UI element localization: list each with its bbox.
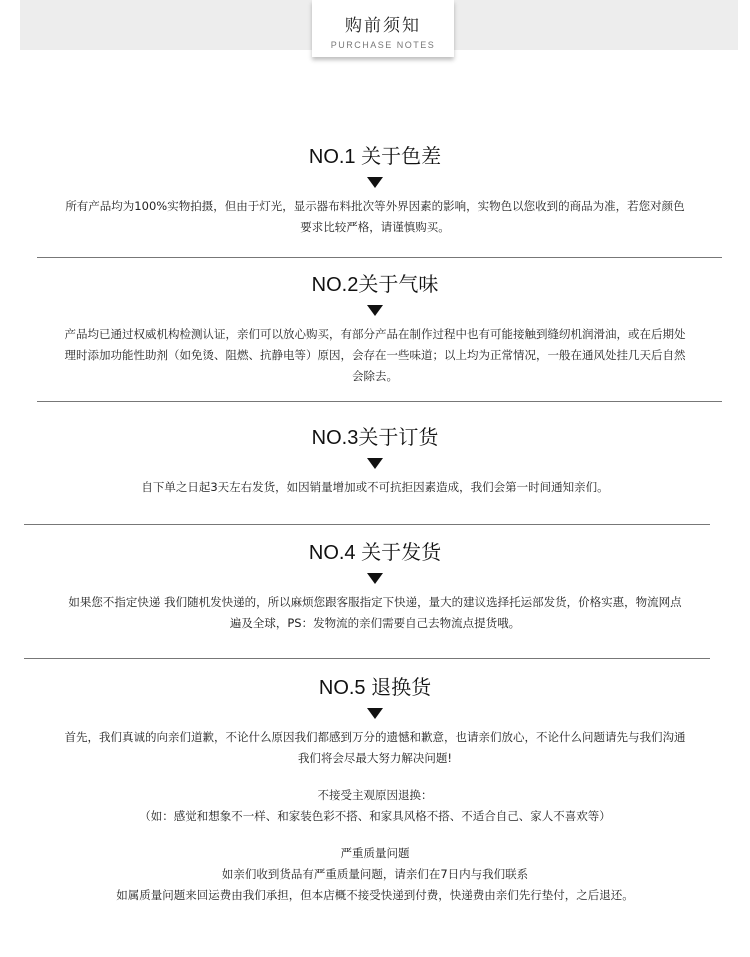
- divider: [37, 401, 722, 402]
- text-line: 遍及全球，PS：发物流的亲们需要自己去物流点提货哦。: [229, 616, 521, 630]
- section-title: NO.1 关于色差: [308, 146, 442, 168]
- section-shipping: [0, 541, 750, 634]
- text-line: 要求比较严格，请谨慎购买。: [300, 220, 450, 234]
- section-smell: [0, 273, 750, 387]
- section-title: NO.3关于订货: [311, 427, 439, 449]
- text-line: 理时添加功能性助剂（如免烫、阻燃、抗静电等）原因，会存在一些味道；以上均为正常情况，一般在通风处挂几天后自然: [64, 348, 686, 362]
- divider: [24, 524, 710, 525]
- subsection-title: 严重质量问题: [340, 846, 410, 860]
- down-arrow-icon: [367, 305, 383, 316]
- divider: [24, 658, 710, 659]
- text-line: 会除去。: [352, 369, 398, 383]
- text-line: 首先，我们真诚的向亲们道歉，不论什么原因我们都感到万分的遗憾和歉意，也请亲们放心，不论什么问题请先与我们沟通: [64, 730, 686, 744]
- section-title: NO.5 退换货: [318, 677, 432, 699]
- section-body: [0, 727, 750, 769]
- divider: [37, 257, 722, 258]
- text-line: 自下单之日起3天左右发货，如因销量增加或不可抗拒因素造成，我们会第一时间通知亲们。: [141, 480, 609, 494]
- header-card: [312, 0, 454, 57]
- text-line: 如属质量问题来回运费由我们承担，但本店概不接受快递到付费，快递费由亲们先行垫付，之后退还。: [116, 888, 634, 902]
- down-arrow-icon: [367, 177, 383, 188]
- down-arrow-icon: [367, 458, 383, 469]
- text-line: 所有产品均为100%实物拍摄，但由于灯光，显示器布料批次等外界因素的影响，实物色以您收到的商品为准，若您对颜色: [65, 199, 685, 213]
- text-line: （如：感觉和想象不一样、和家装色彩不搭、和家具风格不搭、不适合自己、家人不喜欢等）: [139, 809, 611, 823]
- page-title: 购前须知: [345, 16, 421, 36]
- text-line: 如亲们收到货品有严重质量问题，请亲们在7日内与我们联系: [221, 867, 529, 881]
- text-line: 产品均已通过权威机构检测认证，亲们可以放心购买，有部分产品在制作过程中也有可能接触到缝纫机润滑油，或在后期处: [64, 327, 686, 341]
- section-body: [0, 477, 750, 498]
- text-line: 如果您不指定快递 我们随机发快递的，所以麻烦您跟客服指定下快递，量大的建议选择托运部发货，价格实惠，物流网点: [68, 595, 682, 609]
- section-ordering: [0, 426, 750, 498]
- section-returns: [0, 676, 750, 906]
- down-arrow-icon: [367, 708, 383, 719]
- subjective-returns-block: [0, 785, 750, 827]
- down-arrow-icon: [367, 573, 383, 584]
- text-line: 我们将会尽最大努力解决问题!: [297, 751, 453, 765]
- section-color-difference: [0, 145, 750, 238]
- section-body: [0, 592, 750, 634]
- quality-issue-block: [0, 843, 750, 906]
- section-body: [0, 324, 750, 387]
- section-title: NO.2关于气味: [311, 274, 439, 296]
- subsection-title: 不接受主观原因退换：: [317, 788, 433, 802]
- page-subtitle: PURCHASE NOTES: [330, 40, 436, 50]
- section-title: NO.4 关于发货: [308, 542, 442, 564]
- section-body: [0, 196, 750, 238]
